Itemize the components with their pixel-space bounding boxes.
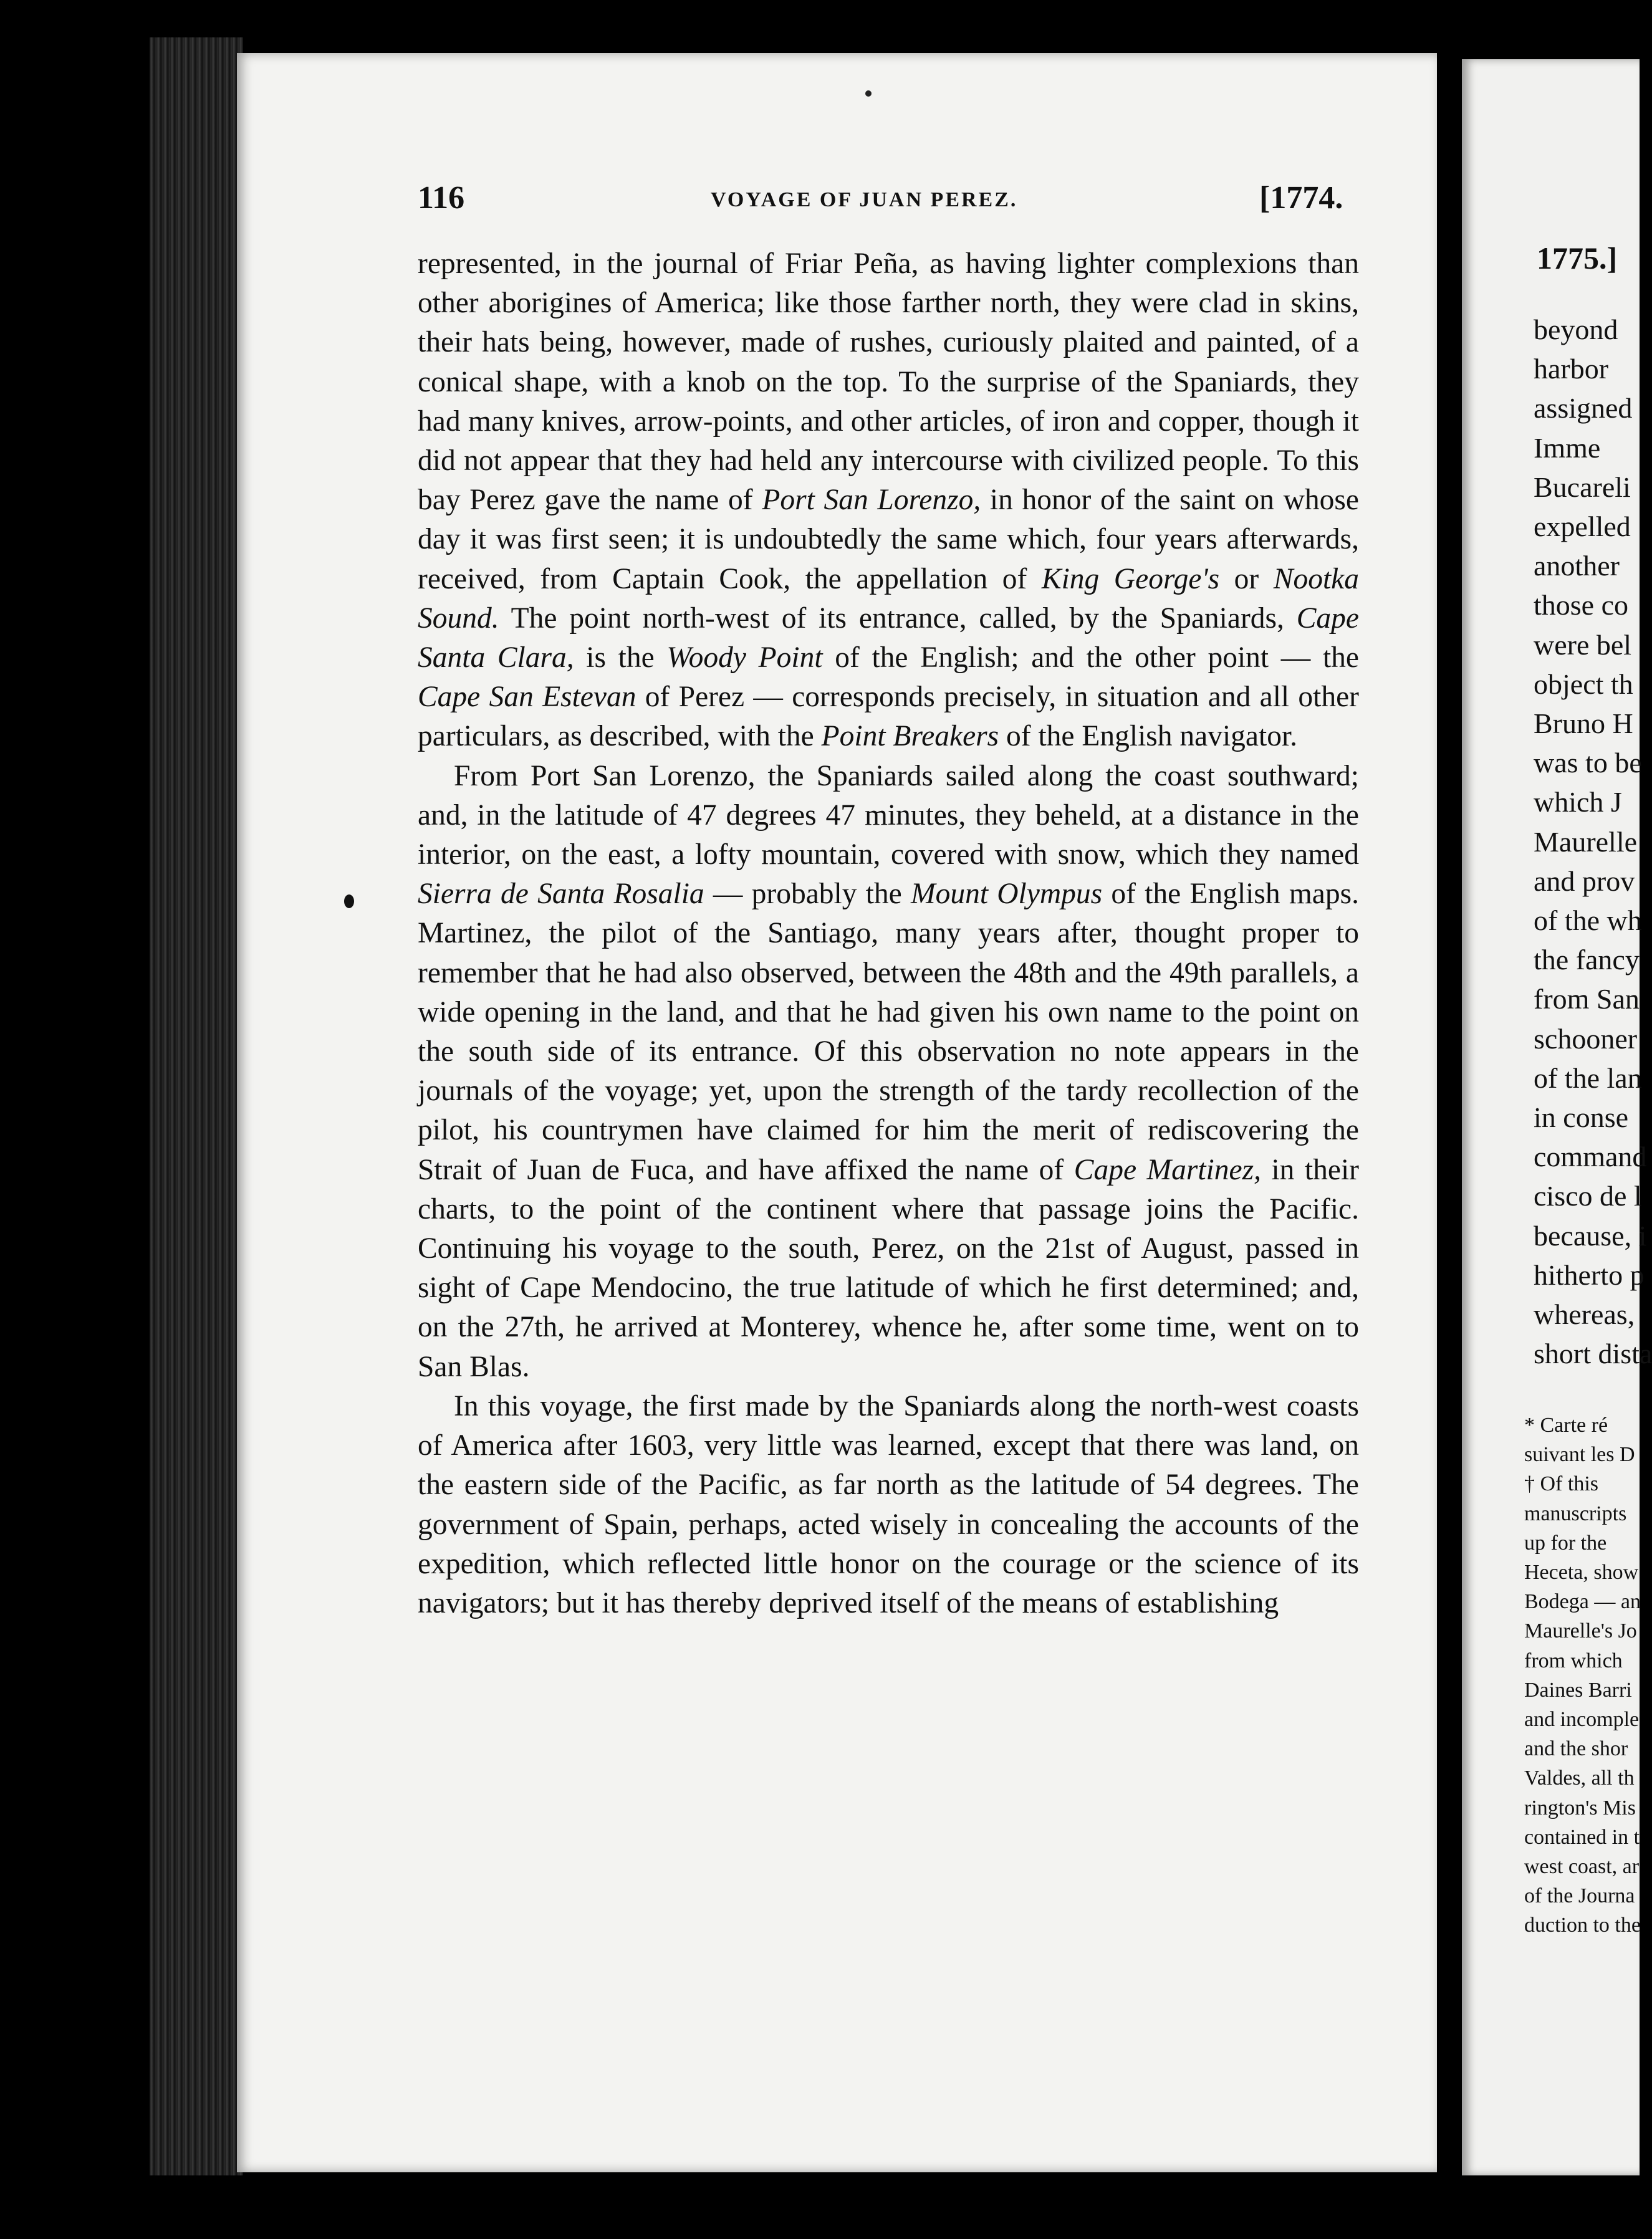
right-page-line: those co [1534, 589, 1629, 621]
text-run: From Port San Lorenzo, the Spaniards sailed along the coast southward; and, in the latitude of 47 degrees 47 minutes, they beheld, at a distance in the interior, on the east, a lofty mountain, covered with snow, which they named [418, 759, 1359, 871]
text-run: in honor of the saint on whose day it was first seen; it is undoubtedly the same which, four years afterwards, received, from Captain Cook, the appellation of [418, 484, 1359, 595]
paragraph [418, 244, 1359, 757]
right-page-line: which J [1534, 786, 1622, 818]
right-page-footnote-line: Heceta, show [1524, 1561, 1639, 1585]
right-page-text [1534, 310, 1652, 1373]
right-page-footnote-line: duction to the [1524, 1914, 1641, 1937]
italic-run: Cape Martinez, [1073, 1153, 1261, 1186]
italic-run: Cape San Estevan [418, 681, 636, 714]
right-page-line: assigned [1534, 392, 1633, 424]
right-page-footnote-line: Bodega — an [1524, 1590, 1641, 1614]
right-page-header: 1775.] [1537, 241, 1618, 276]
right-page-line: short dista [1534, 1338, 1652, 1370]
right-page-line: and prov [1534, 865, 1635, 897]
italic-run: Sierra de Santa Rosalia [418, 878, 704, 911]
right-page-line: because, i [1534, 1219, 1647, 1252]
right-page-footnote-line: suivant les D [1524, 1443, 1635, 1467]
right-page-line: in conse [1534, 1101, 1629, 1134]
right-page-line: was to be [1534, 747, 1642, 779]
right-page-line: whereas, [1534, 1298, 1635, 1331]
right-page-footnote-line: * Carte ré [1524, 1414, 1608, 1437]
text-run: is the [574, 641, 667, 674]
right-page-footnote-line: manuscripts [1524, 1502, 1627, 1525]
right-page-line: of the lan [1534, 1062, 1642, 1094]
text-run: of Perez — corresponds precisely, in situation and all other particulars, as described, with the [418, 681, 1359, 753]
right-page-line: command [1534, 1141, 1647, 1173]
italic-run: Cape Santa Clara, [418, 602, 1359, 674]
right-page-footnote-line: of the Journa [1524, 1884, 1635, 1908]
right-page-line: schooner [1534, 1022, 1638, 1055]
right-page-footnote-line: Maurelle's Jo [1524, 1619, 1637, 1643]
italic-run: Port San Lorenzo, [762, 484, 981, 517]
right-page-footnote-line: up for the [1524, 1531, 1607, 1555]
right-page-footnote-line: west coast, ar [1524, 1855, 1640, 1879]
italic-run: Mount Olympus [911, 878, 1103, 911]
right-page-line: object th [1534, 668, 1633, 700]
text-run: — probably the [704, 878, 911, 911]
text-run: of the English navigator. [999, 720, 1298, 753]
right-page-line: expelled [1534, 511, 1631, 543]
paragraph [418, 757, 1359, 1387]
book-gutter [150, 37, 243, 2175]
right-page-footnote-line: rington's Mis [1524, 1796, 1636, 1819]
text-run: or [1219, 562, 1274, 595]
text-run: represented, in the journal of Friar Peña, as having lighter complexions than other aborigines of America; like those farther north, they were clad in skins, their hats being, however, made of rushes, curiously plaited and painted, of a conical shape, with a knob on the top. To the surprise of the Spaniards, they had many knives, arrow-points, and other articles, of iron and copper, though it did not appear that they had held any intercourse with civilized people. To this bay Perez gave the name of [418, 247, 1359, 517]
right-page-line: were bel [1534, 628, 1632, 661]
text-run: In this voyage, the first made by the Spaniards along the north-west coasts of America after 1603, very little was learned, except that there was land, on the eastern side of the Pacific, as far north as the latitude of 54 degrees. The government of Spain, perhaps, acted wisely in concealing the accounts of the expedition, which reflected little honor on the courage or the science of its navigators; but it has thereby deprived itself of the means of establishing [418, 1389, 1359, 1619]
right-page-line: Bruno H [1534, 707, 1633, 740]
text-run: of the English maps. Martinez, the pilot of the Santiago, many years after, thought proper to remember that he had also observed, between the 48th and the 49th parallels, a wide opening in the land, and that he had given his own name to the point on the south side of its entrance. Of this observation no note appears in the journals of the voyage; yet, upon the strength of the tardy recollection of the pilot, his countrymen have claimed for him the merit of rediscovering the Strait of Juan de Fuca, and have affixed the name of [418, 878, 1359, 1186]
right-page-line: of the wh [1534, 904, 1642, 937]
right-page-line: the fancy [1534, 944, 1640, 976]
right-page-line: another [1534, 550, 1620, 582]
text-run: of the English; and the other point — the [822, 641, 1360, 674]
right-page-footnote-line: and incomple [1524, 1708, 1640, 1732]
text-run: The point north-west of its entrance, called, by the Spaniards, [499, 602, 1297, 635]
right-page-line: beyond [1534, 314, 1618, 345]
text-run: in their charts, to the point of the continent where that passage joins the Pacific. Continuing his voyage to the south, Perez, on the 21st of August, passed in sight of Cape Mendocino, the true latitude of which he first determined; and, on the 27th, he arrived at Monterey, whence he, after some time, went on to San Blas. [418, 1153, 1360, 1383]
right-page-footnote-line: and the shor [1524, 1737, 1628, 1761]
right-page-line: harbor [1534, 353, 1609, 385]
page-number: 116 [418, 180, 465, 216]
right-page-line: from San [1534, 983, 1640, 1015]
italic-run: Nootka Sound. [418, 562, 1359, 635]
italic-run: Point Breakers [821, 720, 999, 753]
right-page-footnote-line: from which [1524, 1649, 1623, 1672]
italic-run: Woody Point [666, 641, 823, 674]
right-page-footnote-line: † Of this [1524, 1472, 1598, 1496]
right-page-line: Maurelle [1534, 825, 1638, 858]
right-page-footnote-line: contained in t [1524, 1825, 1640, 1849]
right-page-line: cisco de l [1534, 1180, 1642, 1212]
right-page-line: hitherto p [1534, 1259, 1645, 1291]
header-year: [1774. [1259, 180, 1343, 216]
right-page-line: Imme [1534, 431, 1601, 464]
body-text [418, 244, 1359, 1623]
ink-spot [344, 894, 354, 908]
right-page-footnote-line: Daines Barri [1524, 1678, 1632, 1702]
paragraph [418, 1387, 1359, 1623]
right-page [1462, 59, 1652, 2175]
printer-mark [865, 90, 872, 97]
italic-run: King George's [1041, 562, 1220, 595]
right-page-line: Bucareli [1534, 471, 1631, 503]
right-page-footnote-line: Valdes, all th [1524, 1767, 1635, 1790]
running-title: VOYAGE OF JUAN PEREZ. [711, 188, 1018, 211]
right-page-footnotes [1524, 1411, 1641, 1940]
